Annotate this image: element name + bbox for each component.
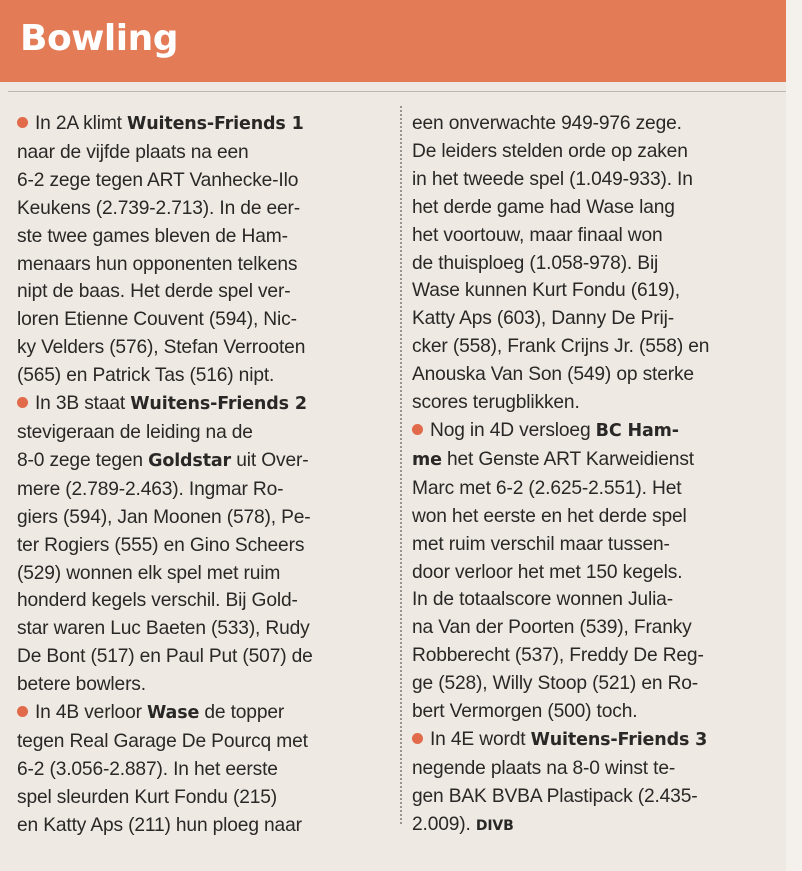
- text-line: [17, 251, 397, 279]
- section-title: Bowling: [20, 18, 179, 59]
- text-segment: Nog in 4D versloeg: [430, 419, 596, 441]
- text-line: [412, 726, 784, 755]
- text-segment: menaars hun opponenten telkens: [17, 253, 298, 275]
- text-segment: Katty Aps (603), Danny De Prij-: [412, 308, 674, 330]
- byline: DIVB: [475, 817, 514, 834]
- text-segment: de thuisploeg (1.058-978). Bij: [412, 252, 659, 274]
- text-segment: scores terugblikken.: [412, 392, 580, 414]
- text-line: [17, 671, 397, 699]
- paragraph-bullet-icon: [412, 733, 423, 744]
- page-edge: [786, 0, 802, 871]
- team-name: Wase: [147, 703, 200, 724]
- text-segment: bert Vermorgen (500) toch.: [412, 701, 638, 723]
- text-line: [412, 670, 784, 698]
- text-segment: na Van der Poorten (539), Franky: [412, 617, 692, 639]
- text-segment: spel sleurden Kurt Fondu (215): [17, 786, 278, 808]
- text-segment: star waren Luc Baeten (533), Rudy: [17, 618, 310, 640]
- text-line: [412, 333, 784, 361]
- text-line: [17, 362, 397, 390]
- text-segment: naar de vijfde plaats na een: [17, 141, 249, 163]
- text-segment: nipt de baas. Het derde spel ver-: [17, 281, 291, 303]
- text-segment: ky Velders (576), Stefan Verrooten: [17, 337, 306, 359]
- text-segment: ge (528), Willy Stoop (521) en Ro-: [412, 673, 699, 695]
- paragraph-bullet-icon: [17, 117, 28, 128]
- text-line: [17, 167, 397, 195]
- team-name: Goldstar: [148, 450, 232, 471]
- text-line: [17, 643, 397, 671]
- text-segment: won het eerste en het derde spel: [412, 505, 687, 527]
- text-segment: In de totaalscore wonnen Julia-: [412, 589, 673, 611]
- text-segment: ter Rogiers (555) en Gino Scheers: [17, 534, 305, 556]
- team-name: BC Ham-: [595, 420, 679, 441]
- text-line: [17, 728, 397, 756]
- text-segment: betere bowlers.: [17, 674, 146, 696]
- paragraph-bullet-icon: [412, 424, 423, 435]
- text-segment: In 2A klimt: [35, 113, 128, 134]
- text-segment: mere (2.789-2.463). Ingmar Ro-: [17, 478, 284, 500]
- text-segment: 6-2 (3.056-2.887). In het eerste: [17, 758, 278, 780]
- column-divider: [400, 106, 402, 824]
- text-segment: een onverwachte 949-976 zege.: [412, 113, 682, 134]
- text-line: [412, 614, 784, 642]
- article-column-right: [412, 110, 784, 841]
- text-line: [17, 756, 397, 784]
- text-segment: Anouska Van Son (549) op sterke: [412, 364, 694, 386]
- text-segment: ste twee games bleven de Ham-: [17, 225, 288, 247]
- text-segment: in het tweede spel (1.049-933). In: [412, 168, 693, 190]
- text-segment: De leiders stelden orde op zaken: [412, 140, 688, 162]
- text-line: [412, 446, 784, 475]
- text-line: [17, 390, 397, 419]
- paragraph-bullet-icon: [17, 397, 28, 408]
- text-line: [17, 306, 397, 334]
- text-segment: De Bont (517) en Paul Put (507) de: [17, 646, 313, 668]
- text-segment: met ruim verschil maar tussen-: [412, 533, 670, 555]
- text-line: [412, 811, 784, 841]
- text-line: [17, 110, 397, 139]
- text-line: [17, 278, 397, 306]
- text-segment: loren Etienne Couvent (594), Nic-: [17, 309, 297, 331]
- text-segment: 2.009).: [412, 813, 476, 835]
- text-line: [412, 503, 784, 531]
- text-line: [17, 334, 397, 362]
- text-line: [412, 305, 784, 333]
- text-line: [412, 194, 784, 222]
- text-line: [412, 698, 784, 726]
- text-line: [17, 504, 397, 532]
- text-segment: de topper: [199, 702, 285, 724]
- team-name: Wuitens-Friends 1: [127, 114, 304, 134]
- text-segment: giers (594), Jan Moonen (578), Pe-: [17, 506, 311, 528]
- text-line: [412, 531, 784, 559]
- text-segment: het derde game had Wase lang: [412, 196, 675, 218]
- text-segment: Marc met 6-2 (2.625-2.551). Het: [412, 477, 682, 499]
- text-line: [17, 699, 397, 728]
- section-header: [0, 0, 786, 82]
- text-line: [412, 138, 784, 166]
- text-line: [17, 447, 397, 476]
- text-line: [17, 532, 397, 560]
- text-line: [412, 586, 784, 614]
- team-name: Wuitens-Friends 2: [130, 394, 307, 415]
- text-line: [412, 755, 784, 783]
- text-line: [412, 110, 784, 138]
- text-segment: het Genste ART Karweidienst: [441, 448, 694, 470]
- text-line: [17, 476, 397, 504]
- text-segment: In 4E wordt: [430, 728, 531, 750]
- text-line: [17, 587, 397, 615]
- text-segment: uit Over-: [231, 449, 309, 471]
- text-segment: het voortouw, maar finaal won: [412, 224, 663, 246]
- text-segment: Wase kunnen Kurt Fondu (619),: [412, 280, 680, 302]
- text-line: [412, 559, 784, 587]
- text-segment: Keukens (2.739-2.713). In de eer-: [17, 197, 301, 219]
- text-line: [412, 277, 784, 305]
- text-segment: gen BAK BVBA Plastipack (2.435-: [412, 785, 698, 807]
- top-rule: [8, 91, 786, 92]
- text-line: [17, 139, 397, 167]
- text-segment: negende plaats na 8-0 winst te-: [412, 757, 676, 779]
- text-line: [412, 361, 784, 389]
- text-line: [17, 615, 397, 643]
- text-line: [17, 784, 397, 812]
- text-line: [412, 250, 784, 278]
- text-segment: (529) wonnen elk spel met ruim: [17, 562, 281, 584]
- text-line: [412, 642, 784, 670]
- text-segment: en Katty Aps (211) hun ploeg naar: [17, 814, 302, 836]
- text-line: [412, 222, 784, 250]
- text-line: [17, 419, 397, 447]
- text-segment: honderd kegels verschil. Bij Gold-: [17, 590, 298, 612]
- text-segment: stevigeraan de leiding na de: [17, 421, 253, 443]
- text-line: [412, 783, 784, 811]
- text-line: [17, 195, 397, 223]
- paragraph-bullet-icon: [17, 706, 28, 717]
- text-segment: door verloor het met 150 kegels.: [412, 561, 683, 583]
- text-segment: In 3B staat: [35, 393, 131, 415]
- text-line: [17, 223, 397, 251]
- text-segment: (565) en Patrick Tas (516) nipt.: [17, 365, 275, 387]
- text-segment: tegen Real Garage De Pourcq met: [17, 730, 308, 752]
- text-line: [412, 389, 784, 417]
- text-segment: Robberecht (537), Freddy De Reg-: [412, 645, 704, 667]
- text-line: [412, 417, 784, 446]
- text-line: [412, 166, 784, 194]
- team-name: me: [412, 449, 442, 470]
- text-segment: cker (558), Frank Crijns Jr. (558) en: [412, 336, 710, 358]
- text-line: [412, 475, 784, 503]
- text-segment: 8-0 zege tegen: [17, 449, 149, 471]
- text-segment: 6-2 zege tegen ART Vanhecke-Ilo: [17, 169, 299, 191]
- text-line: [17, 812, 397, 840]
- text-line: [17, 560, 397, 588]
- text-segment: In 4B verloor: [35, 702, 148, 724]
- team-name: Wuitens-Friends 3: [530, 729, 708, 750]
- article-column-left: [17, 110, 397, 840]
